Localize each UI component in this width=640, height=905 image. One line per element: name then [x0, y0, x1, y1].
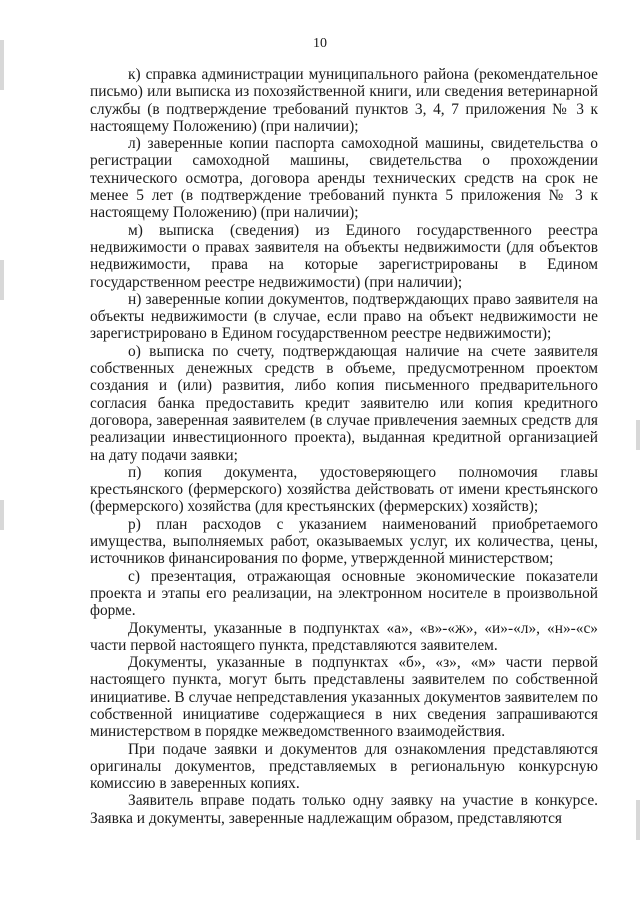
- scan-edge-mark: [0, 260, 4, 300]
- paragraph-item-s: с) презентация, отражающая основные экономические показатели проекта и этапы его реализации, на электронном носителе в произвольной форме.: [90, 567, 598, 620]
- paragraph-originals: При подаче заявки и документов для ознакомления представляются оригиналы документов, представляемых в региональную конкурсную комиссию в заверенных копиях.: [90, 740, 598, 793]
- paragraph-item-r: р) план расходов с указанием наименований приобретаемого имущества, выполняемых работ, оказываемых услуг, их количества, цены, источников финансирования по форме, утвержденной министерством;: [90, 515, 598, 568]
- scan-edge-mark: [636, 800, 640, 840]
- scan-edge-mark: [636, 420, 640, 450]
- paragraph-item-o: о) выписка по счету, подтверждающая наличие на счете заявителя собственных денежных средств в объеме, предусмотренном проектом создания и (или) развития, либо копия письменного предварительного согласия банка предоставить кредит заявителю или копия кредитного договора, заверенная заявителем (в случае привлечения заемных средств для реализации инвестиционного проекта), выданная кредитной организацией на дату подачи заявки;: [90, 342, 598, 464]
- scan-edge-mark: [0, 500, 4, 530]
- document-body: [90, 66, 598, 827]
- paragraph-item-l: л) заверенные копии паспорта самоходной машины, свидетельства о регистрации самоходной машины, свидетельства о прохождении технического осмотра, договора аренды технических средств на срок не менее 5 лет (в подтверждение требований пункта 5 приложения № 3 к настоящему Положению) (при наличии);: [90, 135, 598, 222]
- paragraph-item-k: к) справка администрации муниципального района (рекомендательное письмо) или выписка из похозяйственной книги, или сведения ветеринарной службы (в подтверждение требований пунктов 3, 4, 7 приложения № 3 к настоящему Положению) (при наличии);: [90, 66, 598, 135]
- paragraph-own-initiative: Документы, указанные в подпунктах «б», «з», «м» части первой настоящего пункта, могут быть представлены заявителем по собственной инициативе. В случае непредставления указанных документов заявителем по собственной инициативе содержащиеся в них сведения запрашиваются министерством в порядке межведомственного взаимодействия.: [90, 654, 598, 741]
- page-number: 10: [313, 36, 327, 51]
- paragraph-applicant-docs: Документы, указанные в подпунктах «а», «в»-«ж», «и»-«л», «н»-«с» части первой настоящего пункта, представляются заявителем.: [90, 619, 598, 654]
- paragraph-item-m: м) выписка (сведения) из Единого государственного реестра недвижимости о правах заявителя на объекты недвижимости (для объектов недвижимости, права на которые зарегистрированы в Едином государственном реестре недвижимости) (при наличии);: [90, 221, 598, 291]
- paragraph-item-n: н) заверенные копии документов, подтверждающих право заявителя на объекты недвижимости (в случае, если право на объект недвижимости не зарегистрировано в Едином государственном реестре недвижимости);: [90, 290, 598, 343]
- paragraph-one-application: Заявитель вправе подать только одну заявку на участие в конкурсе. Заявка и документы, заверенные надлежащим образом, представляются: [90, 792, 598, 827]
- paragraph-item-p: п) копия документа, удостоверяющего полномочия главы крестьянского (фермерского) хозяйства действовать от имени крестьянского (фермерского) хозяйства (для крестьянских (фермерских) хозяйств);: [90, 463, 598, 516]
